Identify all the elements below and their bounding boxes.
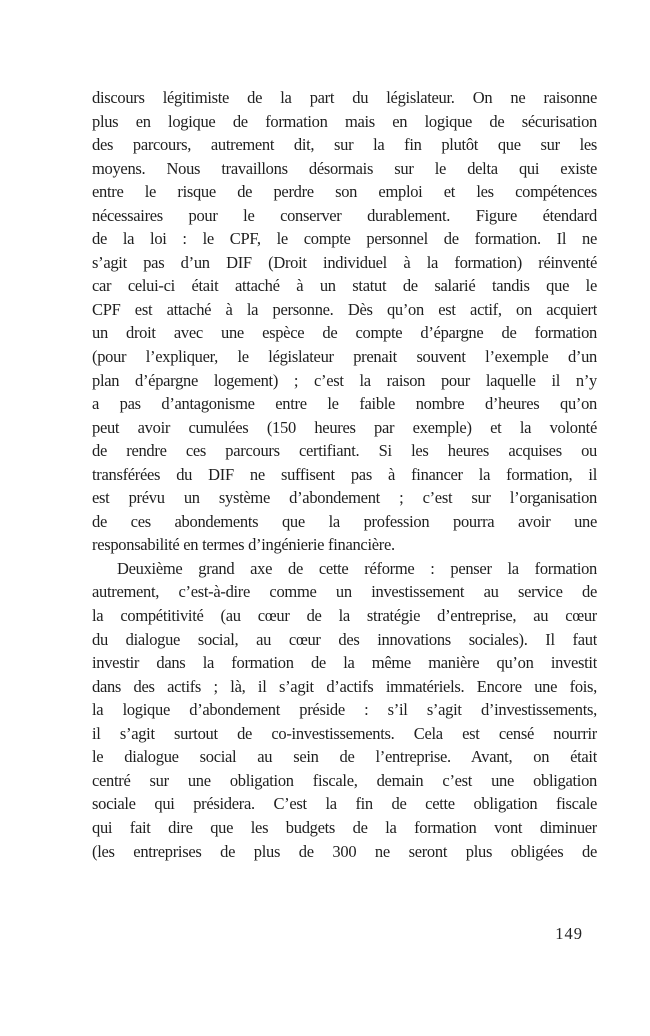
text-line: plus en logique de formation mais en logique de sécurisation (92, 111, 597, 131)
text-line: investir dans la formation de la même manière qu’on investit (92, 653, 597, 673)
page-footer (92, 924, 597, 944)
text-line: la compétitivité (au cœur de la stratégie d’entreprise, au cœur (92, 606, 597, 626)
text-line: a pas d’antagonisme entre le faible nombre d’heures qu’on (92, 394, 597, 414)
paragraph (92, 86, 597, 557)
text-line: moyens. Nous travaillons désormais sur le delta qui existe (92, 158, 597, 178)
paragraph (92, 557, 597, 863)
text-line: entre le risque de perdre son emploi et les compétences (92, 182, 597, 202)
text-line: discours légitimiste de la part du législateur. On ne raisonne (92, 88, 597, 107)
text-line: du dialogue social, au cœur des innovations sociales). Il faut (92, 629, 597, 649)
text-line: nécessaires pour le conserver durablement. Figure étendard (92, 205, 597, 225)
text-line: de ces abondements que la profession pourra avoir une (92, 511, 597, 531)
text-line: s’agit pas d’un DIF (Droit individuel à la formation) réinventé (92, 252, 597, 272)
text-line: car celui-ci était attaché à un statut de salarié tandis que le (92, 276, 597, 296)
text-line: qui fait dire que les budgets de la formation vont diminuer (92, 817, 597, 837)
text-line: de rendre ces parcours certifiant. Si les heures acquises ou (92, 441, 597, 461)
text-line: est prévu un système d’abondement ; c’est sur l’organisation (92, 488, 597, 508)
text-line: il s’agit surtout de co-investissements. Cela est censé nourrir (92, 723, 597, 743)
text-line: (pour l’expliquer, le législateur prenait souvent l’exemple d’un (92, 347, 597, 367)
text-line: transférées du DIF ne suffisent pas à financer la formation, il (92, 464, 597, 484)
text-line: CPF est attaché à la personne. Dès qu’on est actif, on acquiert (92, 299, 597, 319)
text-line: Deuxième grand axe de cette réforme : penser la formation (117, 558, 597, 578)
page-number: 149 (555, 924, 583, 943)
text-line: plan d’épargne logement) ; c’est la raison pour laquelle il n’y (92, 370, 597, 390)
text-line: peut avoir cumulées (150 heures par exemple) et la volonté (92, 417, 597, 437)
text-line: de la loi : le CPF, le compte personnel de formation. Il ne (92, 229, 597, 249)
text-line: la logique d’abondement préside : s’il s’agit d’investissements, (92, 700, 597, 720)
text-line: des parcours, autrement dit, sur la fin plutôt que sur les (92, 135, 597, 155)
text-line: centré sur une obligation fiscale, demain c’est une obligation (92, 770, 597, 790)
text-line: un droit avec une espèce de compte d’épargne de formation (92, 323, 597, 343)
text-block (92, 86, 597, 863)
text-line: autrement, c’est-à-dire comme un investissement au service de (92, 582, 597, 602)
text-line: sociale qui présidera. C’est la fin de cette obligation fiscale (92, 794, 597, 814)
text-line: dans des actifs ; là, il s’agit d’actifs immatériels. Encore une fois, (92, 676, 597, 696)
text-line: (les entreprises de plus de 300 ne seront plus obligées de (92, 841, 597, 861)
text-line: responsabilité en termes d’ingénierie financière. (92, 535, 395, 555)
text-line: le dialogue social au sein de l’entreprise. Avant, on était (92, 747, 597, 767)
